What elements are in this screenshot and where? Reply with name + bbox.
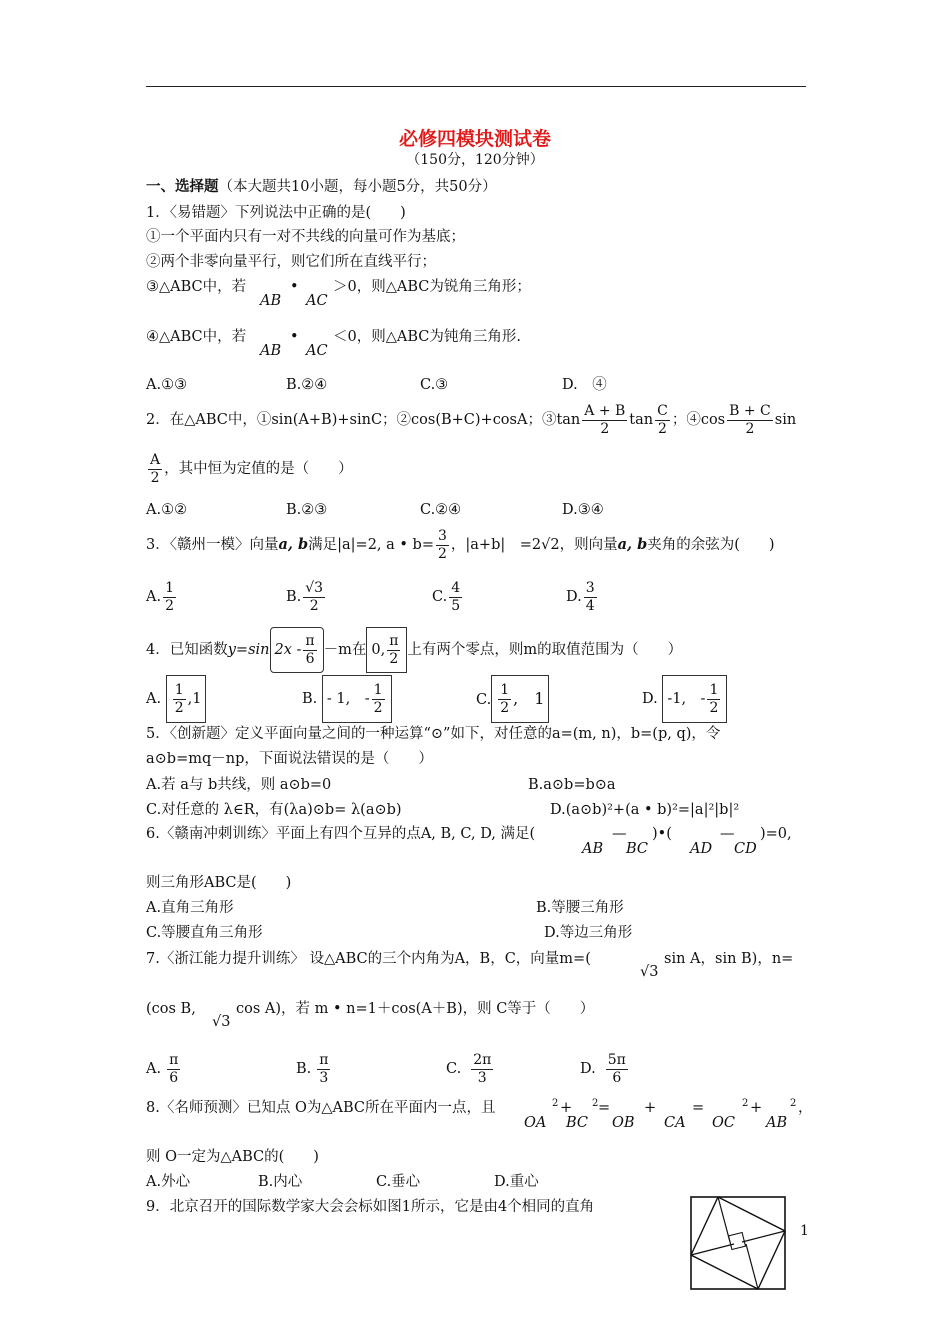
q3-fraction-num: 3 — [437, 527, 447, 544]
q4-d-left: -1, - — [667, 691, 706, 707]
q3-option-d-label: D. — [566, 589, 582, 605]
q1-statement-3a: ③△ABC中，若 — [146, 279, 247, 295]
q7-option-a-label: A. — [146, 1061, 162, 1077]
q4-option-b-interval — [322, 675, 392, 723]
q8-equals-2: = — [692, 1100, 705, 1116]
q7-c-den: 3 — [477, 1069, 487, 1086]
q4-text-5: m的取值范围为（ ） — [523, 642, 683, 658]
q3-text-1: 3．〈赣州一模〉向量 — [146, 537, 279, 553]
q8-comma: ， — [798, 1100, 813, 1116]
figure-inner-square — [691, 1197, 785, 1289]
q2-sin: sin — [774, 412, 797, 428]
q3-vectors: a, b — [278, 536, 309, 553]
q4-option-c-interval — [491, 675, 549, 723]
q5-line-1: 5．〈创新题〉定义平面向量之间的一种运算“⊙”如下，对任意的a=(m, n)，b=(p, q)，令 — [146, 726, 721, 742]
figure-center-square — [729, 1233, 746, 1250]
q4-a-den: 2 — [174, 699, 184, 716]
q7-d-den: 6 — [612, 1069, 622, 1086]
q2-option-d: D.③④ — [562, 502, 604, 518]
q3-option-d-fraction — [584, 581, 597, 613]
q4-line — [146, 627, 682, 673]
q8-option-a: A.外心 — [146, 1174, 191, 1190]
q6-vector-ab: AB — [582, 841, 604, 857]
q7-b-num: π — [319, 1051, 329, 1068]
q1-dot: • — [290, 279, 299, 295]
q4-option-b — [302, 675, 392, 723]
q3-option-d — [566, 578, 599, 616]
q5-line-2: a⊙b=mq－np，下面说法错误的是（ ） — [146, 751, 433, 767]
q3-option-b-fraction — [303, 581, 325, 613]
q1-statement-4a: ④△ABC中，若 — [146, 329, 247, 345]
q8-line-2: 则 O一定为△ABC的( ) — [146, 1149, 319, 1165]
q4-b-num: 1 — [373, 681, 383, 698]
q3-b-num: √3 — [305, 579, 324, 596]
q2-f1-den: 2 — [600, 420, 610, 437]
q8-vector-oc: OC — [712, 1115, 735, 1131]
q4-c-fraction — [498, 683, 511, 715]
q4-c-den: 2 — [500, 700, 510, 716]
q3-a-den: 2 — [165, 597, 175, 614]
section-note: （本大题共10小题，每小题5分，共50分） — [218, 179, 497, 195]
q2-f3-num: B + C — [729, 402, 771, 419]
q4-a-num: 1 — [174, 681, 184, 698]
page-number: 1 — [800, 1223, 809, 1239]
q2-line-1 — [146, 403, 796, 437]
q3-sqrt: √2 — [541, 537, 560, 553]
q3-text-2: 满足|a|=2, a • b= — [308, 537, 434, 553]
q7-c-num: 2π — [473, 1051, 492, 1068]
q6-vector-cd: CD — [734, 841, 757, 857]
q6-option-b: B.等腰三角形 — [536, 900, 624, 916]
q7-option-d — [580, 1048, 630, 1090]
q4-option-a — [146, 675, 206, 723]
q1-statement-1: ①一个平面内只有一对不共线的向量可作为基底； — [146, 229, 465, 245]
q4-argument-box — [270, 627, 324, 673]
q4-option-d — [642, 675, 727, 723]
q7-option-c-label: C. — [446, 1061, 462, 1077]
q2-text-1: 2．在△ABC中，①sin(A+B)+sinC；②cos(B+C)+cosA；③tan — [146, 412, 581, 428]
q7-option-c — [446, 1048, 495, 1090]
q4-pi-den: 6 — [305, 650, 315, 667]
q4-option-b-label: B. — [302, 691, 318, 707]
q8-text-1: 8.〈名师预测〉已知点 O为△ABC所在平面内一点，且 — [146, 1100, 496, 1116]
q6-minus-1: — — [612, 826, 627, 842]
q3-d-num: 3 — [585, 579, 595, 596]
q7-option-b-label: B. — [296, 1061, 312, 1077]
figure-outer-square — [691, 1197, 785, 1289]
q4-a-fraction — [173, 683, 186, 715]
q6-text-3: )=0, — [760, 826, 792, 842]
q4-c-right: , 1 — [513, 689, 545, 708]
q8-equals-1: = — [598, 1100, 611, 1116]
q1-dot-2: • — [290, 329, 299, 345]
q4-pi-6 — [303, 634, 316, 666]
q8-square-4: 2 — [790, 1098, 797, 1109]
q2-fraction-2 — [655, 404, 670, 436]
q1-stem: 1．〈易错题〉下列说法中正确的是( ) — [146, 205, 406, 221]
q3-option-c-fraction — [449, 581, 462, 613]
q4-argument: 2x - — [274, 642, 302, 658]
q4-c-num: 1 — [500, 682, 510, 699]
congress-logo-figure — [690, 1196, 786, 1290]
q4-b-left: - 1, - — [326, 691, 370, 707]
q3-option-b — [286, 578, 327, 616]
figure-leg-2 — [742, 1231, 785, 1242]
q2-text-2: ；④cos — [671, 412, 726, 428]
q6-vector-ad: AD — [690, 841, 713, 857]
q7-d-fraction — [606, 1053, 628, 1085]
q5-option-d: D.(a⊙b)²+(a • b)²=|a|²|b|² — [550, 802, 740, 818]
q5-option-a: A.若 a与 b共线，则 a⊙b=0 — [146, 777, 332, 793]
q8-plus-2: + — [644, 1100, 657, 1116]
q2-fraction-1 — [582, 404, 627, 436]
q8-vector-bc: BC — [566, 1115, 589, 1131]
q4-option-d-label: D. — [642, 691, 658, 707]
q2-fraction-3 — [727, 404, 773, 436]
q4-d-den: 2 — [709, 699, 719, 716]
q3-vectors-2: a, b — [617, 536, 648, 553]
q7-a-num: π — [169, 1051, 179, 1068]
figure-leg-1 — [718, 1197, 730, 1242]
q7-b-fraction — [317, 1053, 330, 1085]
q8-square-2: 2 — [592, 1098, 599, 1109]
q8-vector-oa: OA — [524, 1115, 547, 1131]
q7-a-fraction — [167, 1053, 180, 1085]
q6-line-2: 则三角形ABC是( ) — [146, 875, 292, 891]
q9-text: 9．北京召开的国际数学家大会会标如图1所示，它是由4个相同的直角 — [146, 1199, 595, 1215]
section-heading-label: 一、选择题 — [146, 178, 219, 195]
q3-line — [146, 527, 775, 563]
q8-option-c: C.垂心 — [376, 1174, 421, 1190]
q1-vector-ab: AB — [260, 293, 282, 309]
q6-minus-2: — — [720, 826, 735, 842]
q4-text-4: 上有两个零点，则 — [407, 642, 524, 658]
section-heading — [146, 180, 497, 195]
q4-interval — [366, 627, 407, 673]
q6-option-a: A.直角三角形 — [146, 900, 234, 916]
q8-vector-ob: OB — [612, 1115, 635, 1131]
q5-option-c: C.对任意的 λ∈R，有(λa)⊙b= λ(a⊙b) — [146, 802, 402, 818]
q1-option-b: B.②④ — [286, 377, 328, 393]
q7-option-d-label: D. — [580, 1061, 596, 1077]
q3-option-a — [146, 578, 178, 616]
q4-interval-left: 0, — [371, 642, 386, 658]
q2-option-b: B.②③ — [286, 502, 328, 518]
q8-plus-3: + — [750, 1100, 763, 1116]
q4-pi-num: π — [305, 632, 315, 649]
q1-option-d: D. ④ — [562, 377, 607, 393]
q4-option-a-interval — [166, 675, 207, 723]
q8-plus-1: + — [560, 1100, 573, 1116]
q1-option-c: C.③ — [420, 377, 449, 393]
q4-a-right: ,1 — [187, 691, 202, 707]
q2-option-a: A.①② — [146, 502, 188, 518]
q1-option-a: A.①③ — [146, 377, 188, 393]
q4-interval-fraction — [387, 634, 400, 666]
q7-text-1: 7.〈浙江能力提升训练〉 设△ABC的三个内角为A，B，C，向量m=( — [146, 951, 591, 967]
q4-option-c — [476, 675, 549, 723]
q3-text-3: ，|a+b| =2 — [450, 537, 542, 553]
figure-leg-4 — [691, 1244, 734, 1255]
q7-c-fraction — [471, 1053, 493, 1085]
q3-option-c-label: C. — [432, 589, 448, 605]
q4-option-d-interval — [662, 675, 727, 723]
q4-option-a-label: A. — [146, 691, 162, 707]
q3-fraction — [436, 529, 449, 561]
q3-text-5: 夹角的余弦为( ) — [647, 537, 775, 553]
page-subtitle: （150分，120分钟） — [406, 152, 544, 168]
q8-square-1: 2 — [552, 1098, 559, 1109]
q4-function: y=sin — [227, 642, 270, 658]
q1-statement-3b: ＞0，则△ABC为锐角三角形； — [333, 279, 531, 295]
q2-fraction-4 — [148, 453, 162, 485]
q8-vector-ab: AB — [766, 1115, 788, 1131]
q7-option-a — [146, 1048, 182, 1090]
figure-leg-3 — [746, 1244, 758, 1289]
q7-d-num: 5π — [607, 1051, 626, 1068]
q4-b-den: 2 — [373, 699, 383, 716]
q8-vector-ca: CA — [664, 1115, 686, 1131]
q2-tan: tan — [629, 412, 654, 428]
q3-b-den: 2 — [309, 597, 319, 614]
q6-vector-bc: BC — [626, 841, 649, 857]
q6-text-2: )•( — [652, 826, 672, 842]
q4-d-fraction — [707, 683, 720, 715]
q2-f2-den: 2 — [658, 420, 667, 437]
q4-d-num: 1 — [709, 681, 719, 698]
q2-f4-den: 2 — [150, 469, 160, 486]
q2-f1-num: A + B — [584, 402, 626, 419]
q2-f4-num: A — [150, 451, 161, 468]
q4-interval-den: 2 — [389, 650, 399, 667]
q1-statement-4b: ＜0，则△ABC为钝角三角形. — [333, 329, 521, 345]
q3-fraction-den: 2 — [437, 545, 447, 562]
q3-option-a-label: A. — [146, 589, 162, 605]
q7-a-den: 6 — [169, 1069, 179, 1086]
q1-vector-ac: AC — [306, 293, 328, 309]
q2-line-2 — [146, 452, 353, 486]
q7-text-1b: sin A，sin B)，n= — [664, 951, 794, 967]
q8-square-3: 2 — [742, 1098, 749, 1109]
q7-text-2a: (cos B, — [146, 1001, 196, 1017]
q7-sqrt3-2: √3 — [212, 1014, 231, 1030]
q4-b-fraction — [372, 683, 385, 715]
q3-c-den: 5 — [451, 597, 461, 614]
q4-interval-num: π — [389, 632, 399, 649]
q6-option-d: D.等边三角形 — [544, 925, 633, 941]
q4-text-3: －m在 — [323, 642, 367, 658]
q4-text-1: 4．已知函数 — [146, 642, 228, 658]
q5-option-b: B.a⊙b=b⊙a — [528, 777, 616, 793]
q3-d-den: 4 — [585, 597, 595, 614]
q1-vector-ac-2: AC — [306, 343, 328, 359]
q7-text-2b: cos A)，若 m • n=1＋cos(A＋B)，则 C等于（ ） — [236, 1001, 595, 1017]
q2-text-3: ，其中恒为定值的是（ ） — [164, 461, 353, 477]
q3-text-4: ，则向量 — [559, 537, 618, 553]
q4-option-c-label: C. — [476, 692, 492, 708]
q3-option-a-fraction — [163, 581, 176, 613]
q6-text-1: 6.〈赣南冲刺训练〉平面上有四个互异的点A, B, C, D, 满足( — [146, 826, 536, 842]
q3-c-num: 4 — [451, 579, 461, 596]
q3-option-b-label: B. — [286, 589, 302, 605]
q1-statement-2: ②两个非零向量平行，则它们所在直线平行； — [146, 254, 436, 270]
header-rule — [146, 86, 806, 87]
q3-option-c — [432, 578, 464, 616]
q7-b-den: 3 — [319, 1069, 329, 1086]
q7-option-b — [296, 1048, 332, 1090]
q2-f3-den: 2 — [745, 420, 755, 437]
q2-f2-num: C — [657, 402, 668, 419]
q1-vector-ab-2: AB — [260, 343, 282, 359]
q6-option-c: C.等腰直角三角形 — [146, 925, 263, 941]
q3-a-num: 1 — [165, 579, 175, 596]
page-title: 必修四模块测试卷 — [398, 128, 551, 150]
q2-option-c: C.②④ — [420, 502, 462, 518]
q8-option-d: D.重心 — [494, 1174, 539, 1190]
q8-option-b: B.内心 — [258, 1174, 303, 1190]
q7-sqrt3: √3 — [640, 964, 659, 980]
